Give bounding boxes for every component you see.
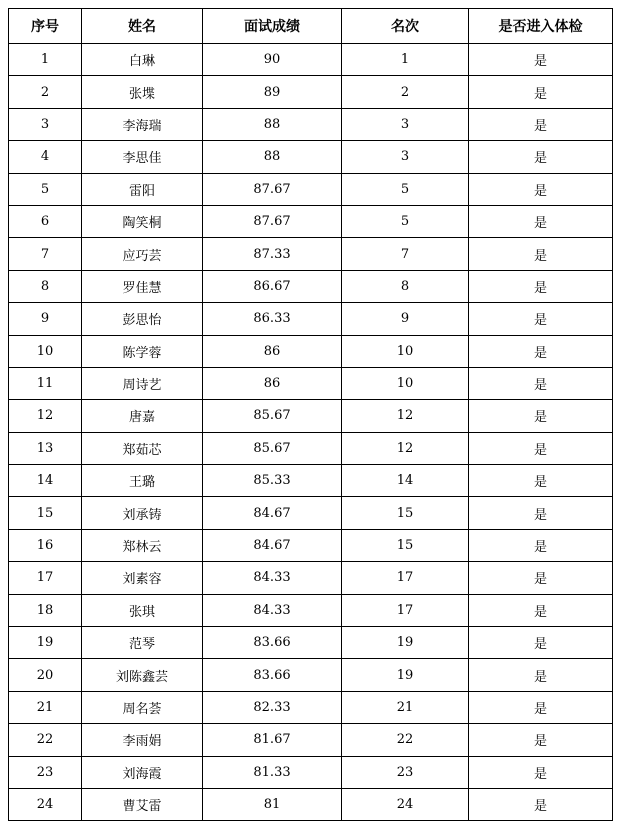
cell-rank: 8: [342, 270, 469, 302]
cell-rank: 19: [342, 627, 469, 659]
cell-index: 6: [9, 205, 82, 237]
cell-index: 15: [9, 497, 82, 529]
cell-score: 84.67: [203, 529, 342, 561]
cell-score: 86: [203, 367, 342, 399]
cell-index: 17: [9, 562, 82, 594]
table-row: [9, 562, 613, 594]
cell-index: 7: [9, 238, 82, 270]
cell-index: 1: [9, 44, 82, 76]
cell-index: 13: [9, 432, 82, 464]
cell-score: 85.33: [203, 465, 342, 497]
cell-rank: 17: [342, 562, 469, 594]
cell-index: 14: [9, 465, 82, 497]
cell-score: 87.33: [203, 238, 342, 270]
cell-rank: 2: [342, 76, 469, 108]
cell-name: 范琴: [82, 627, 203, 659]
interview-results-table: [8, 8, 613, 821]
cell-name: 郑林云: [82, 529, 203, 561]
cell-physical-exam: 是: [469, 562, 613, 594]
cell-name: 曹艾雷: [82, 788, 203, 820]
cell-index: 24: [9, 788, 82, 820]
cell-index: 16: [9, 529, 82, 561]
header-physical-exam: 是否进入体检: [469, 9, 613, 44]
cell-index: 12: [9, 400, 82, 432]
cell-score: 84.33: [203, 594, 342, 626]
cell-index: 2: [9, 76, 82, 108]
cell-physical-exam: 是: [469, 400, 613, 432]
cell-name: 陈学蓉: [82, 335, 203, 367]
cell-index: 8: [9, 270, 82, 302]
cell-physical-exam: 是: [469, 367, 613, 399]
header-score: 面试成绩: [203, 9, 342, 44]
cell-index: 5: [9, 173, 82, 205]
cell-name: 刘陈鑫芸: [82, 659, 203, 691]
cell-rank: 14: [342, 465, 469, 497]
cell-physical-exam: 是: [469, 303, 613, 335]
cell-rank: 7: [342, 238, 469, 270]
cell-name: 李雨娟: [82, 724, 203, 756]
cell-name: 李思佳: [82, 141, 203, 173]
cell-physical-exam: 是: [469, 44, 613, 76]
cell-rank: 23: [342, 756, 469, 788]
cell-score: 86.67: [203, 270, 342, 302]
cell-physical-exam: 是: [469, 205, 613, 237]
cell-rank: 15: [342, 529, 469, 561]
cell-rank: 22: [342, 724, 469, 756]
table-row: [9, 44, 613, 76]
cell-name: 周名荟: [82, 691, 203, 723]
table-row: [9, 627, 613, 659]
cell-rank: 5: [342, 205, 469, 237]
cell-physical-exam: 是: [469, 529, 613, 561]
cell-physical-exam: 是: [469, 497, 613, 529]
cell-rank: 19: [342, 659, 469, 691]
cell-score: 84.33: [203, 562, 342, 594]
table-row: [9, 335, 613, 367]
table-row: [9, 594, 613, 626]
cell-score: 88: [203, 108, 342, 140]
cell-name: 张琪: [82, 594, 203, 626]
cell-physical-exam: 是: [469, 173, 613, 205]
cell-rank: 10: [342, 367, 469, 399]
cell-physical-exam: 是: [469, 76, 613, 108]
cell-rank: 24: [342, 788, 469, 820]
cell-name: 周诗艺: [82, 367, 203, 399]
cell-score: 87.67: [203, 173, 342, 205]
table-row: [9, 270, 613, 302]
cell-score: 82.33: [203, 691, 342, 723]
cell-score: 89: [203, 76, 342, 108]
cell-index: 23: [9, 756, 82, 788]
table-row: [9, 465, 613, 497]
header-index: 序号: [9, 9, 82, 44]
cell-rank: 15: [342, 497, 469, 529]
cell-score: 87.67: [203, 205, 342, 237]
table-row: [9, 238, 613, 270]
cell-score: 81.67: [203, 724, 342, 756]
header-name: 姓名: [82, 9, 203, 44]
cell-score: 81: [203, 788, 342, 820]
table-row: [9, 400, 613, 432]
cell-index: 20: [9, 659, 82, 691]
cell-score: 88: [203, 141, 342, 173]
table-row: [9, 76, 613, 108]
cell-rank: 21: [342, 691, 469, 723]
cell-physical-exam: 是: [469, 659, 613, 691]
cell-score: 83.66: [203, 627, 342, 659]
cell-score: 81.33: [203, 756, 342, 788]
cell-name: 刘海霞: [82, 756, 203, 788]
cell-rank: 9: [342, 303, 469, 335]
cell-score: 84.67: [203, 497, 342, 529]
cell-index: 11: [9, 367, 82, 399]
cell-index: 22: [9, 724, 82, 756]
cell-physical-exam: 是: [469, 432, 613, 464]
cell-name: 张堞: [82, 76, 203, 108]
cell-score: 85.67: [203, 432, 342, 464]
table-row: [9, 141, 613, 173]
cell-rank: 12: [342, 400, 469, 432]
cell-name: 彭思怡: [82, 303, 203, 335]
cell-index: 3: [9, 108, 82, 140]
cell-rank: 3: [342, 141, 469, 173]
cell-physical-exam: 是: [469, 724, 613, 756]
cell-rank: 17: [342, 594, 469, 626]
table-row: [9, 173, 613, 205]
cell-name: 刘素容: [82, 562, 203, 594]
cell-physical-exam: 是: [469, 238, 613, 270]
header-rank: 名次: [342, 9, 469, 44]
cell-index: 19: [9, 627, 82, 659]
cell-name: 刘承铸: [82, 497, 203, 529]
cell-name: 唐嘉: [82, 400, 203, 432]
cell-score: 85.67: [203, 400, 342, 432]
cell-physical-exam: 是: [469, 141, 613, 173]
table-row: [9, 205, 613, 237]
cell-name: 白琳: [82, 44, 203, 76]
cell-rank: 3: [342, 108, 469, 140]
cell-physical-exam: 是: [469, 108, 613, 140]
cell-physical-exam: 是: [469, 691, 613, 723]
cell-physical-exam: 是: [469, 270, 613, 302]
cell-score: 83.66: [203, 659, 342, 691]
cell-score: 86.33: [203, 303, 342, 335]
table-row: [9, 756, 613, 788]
cell-name: 李海瑞: [82, 108, 203, 140]
cell-index: 18: [9, 594, 82, 626]
cell-rank: 10: [342, 335, 469, 367]
table-row: [9, 497, 613, 529]
cell-name: 罗佳慧: [82, 270, 203, 302]
table-row: [9, 108, 613, 140]
table-row: [9, 724, 613, 756]
cell-index: 9: [9, 303, 82, 335]
table-row: [9, 691, 613, 723]
table-row: [9, 788, 613, 820]
cell-name: 郑茹芯: [82, 432, 203, 464]
table-header-row: [9, 9, 613, 44]
cell-score: 90: [203, 44, 342, 76]
cell-name: 雷阳: [82, 173, 203, 205]
table-row: [9, 367, 613, 399]
cell-rank: 5: [342, 173, 469, 205]
table-row: [9, 529, 613, 561]
table-row: [9, 659, 613, 691]
table-row: [9, 303, 613, 335]
cell-name: 应巧芸: [82, 238, 203, 270]
cell-score: 86: [203, 335, 342, 367]
cell-index: 10: [9, 335, 82, 367]
cell-physical-exam: 是: [469, 627, 613, 659]
cell-rank: 1: [342, 44, 469, 76]
cell-index: 4: [9, 141, 82, 173]
table-body: [9, 44, 613, 821]
cell-physical-exam: 是: [469, 756, 613, 788]
cell-physical-exam: 是: [469, 594, 613, 626]
cell-index: 21: [9, 691, 82, 723]
table-row: [9, 432, 613, 464]
cell-physical-exam: 是: [469, 335, 613, 367]
cell-rank: 12: [342, 432, 469, 464]
cell-physical-exam: 是: [469, 465, 613, 497]
cell-physical-exam: 是: [469, 788, 613, 820]
cell-name: 陶笑桐: [82, 205, 203, 237]
cell-name: 王璐: [82, 465, 203, 497]
